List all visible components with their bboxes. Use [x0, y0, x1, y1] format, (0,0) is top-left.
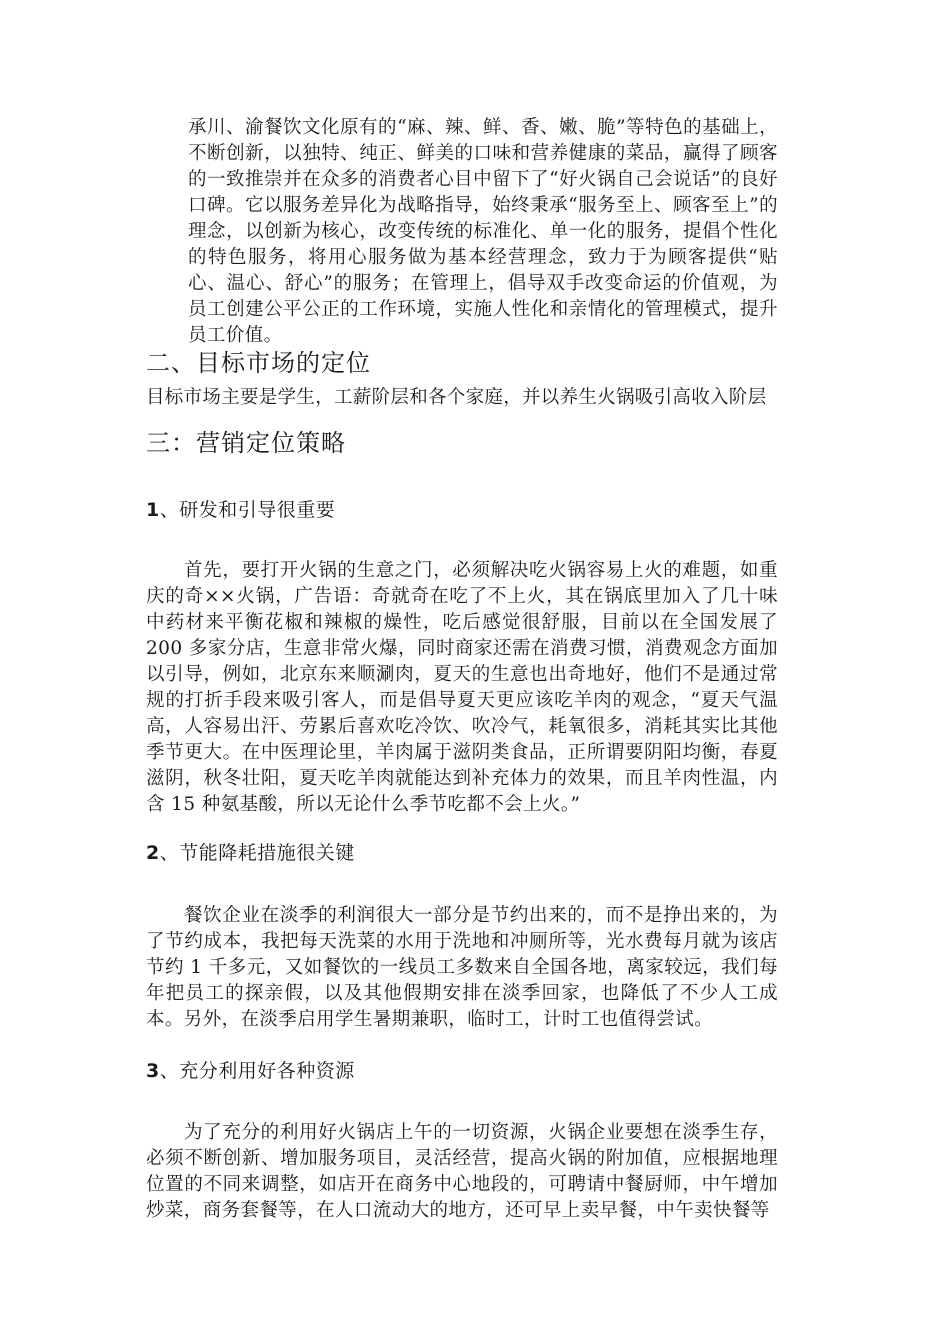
subheading-title: 、充分利用好各种资源 — [159, 1060, 355, 1082]
subheading-number: 2 — [146, 842, 160, 864]
subheading-title: 、研发和引导很重要 — [159, 499, 336, 521]
subheading-number: 1 — [146, 499, 160, 521]
target-market-text: 目标市场主要是学生，工薪阶层和各个家庭，并以养生火锅吸引高收入阶层 — [146, 387, 767, 408]
subheading-number: 3 — [146, 1060, 160, 1082]
paragraph-3: 为了充分的利用好火锅店上午的一切资源，火锅企业要想在淡季生存，必须不断创新、增加服务项目，灵活经营，提高火锅的附加值，应根据地理位置的不同来调整，如店开在商务中心地段的，可聘请中餐厨师，中午增加炒菜，商务套餐等，在人口流动大的地方，还可早上卖早餐，中午卖快餐等 — [146, 1122, 778, 1221]
paragraph-2: 餐饮企业在淡季的利润很大一部分是节约出来的，而不是挣出来的，为了节约成本，我把每天洗菜的水用于洗地和冲厕所等，光水费每月就为该店节约 1 千多元，又如餐饮的一线员工多数来自全国各地，离家较远，我们每年把员工的探亲假，以及其他假期安排在淡季回家，也降低了不少人工成本。另外，在淡季启用学生暑期兼职，临时工，计时工也值得尝试。 — [146, 905, 778, 1030]
subheading-2 — [146, 838, 355, 865]
intro-paragraph: 承川、渝餐饮文化原有的“麻、辣、鲜、香、嫩、脆”等特色的基础上，不断创新，以独特、纯正、鲜美的口味和营养健康的菜品，赢得了顾客的一致推崇并在众多的消费者心目中留下了“好火锅自己会说话”的良好口碑。它以服务差异化为战略指导，始终秉承“服务至上、顾客至上”的理念，以创新为核心，改变传统的标准化、单一化的服务，提倡个性化的特色服务，将用心服务做为基本经营理念，致力于为顾客提供“贴心、温心、舒心”的服务；在管理上，倡导双手改变命运的价值观，为员工创建公平公正的工作环境，实施人性化和亲情化的管理模式，提升员工价值。 — [188, 117, 778, 346]
subheading-1 — [146, 495, 335, 522]
section-heading-marketing-strategy: 三：营销定位策略 — [146, 429, 346, 457]
paragraph-1: 首先，要打开火锅的生意之门，必须解决吃火锅容易上火的难题，如重庆的奇××火锅，广告语：奇就奇在吃了不上火，其在锅底里加入了几十味中药材来平衡花椒和辣椒的燥性，吃后感觉很舒服，目前以在全国发展了 200 多家分店，生意非常火爆，同时商家还需在消费习惯，消费观念方面加以引导，例如，北京东来顺涮肉，夏天的生意也出奇地好，他们不是通过常规的打折手段来吸引客人，而是倡导夏天更应该吃羊肉的观念，“夏天气温高，人容易出汗、劳累后喜欢吃冷饮、吹冷气，耗氧很多，消耗其实比其他季节更大。在中医理论里，羊肉属于滋阴类食品，正所谓要阴阳均衡，春夏滋阴，秋冬壮阳，夏天吃羊肉就能达到补充体力的效果，而且羊肉性温，内含 15 种氨基酸，所以无论什么季节吃都不会上火。” — [146, 560, 778, 815]
section-heading-target-market: 二、目标市场的定位 — [146, 349, 371, 377]
subheading-3 — [146, 1056, 355, 1083]
subheading-title: 、节能降耗措施很关键 — [159, 842, 355, 864]
